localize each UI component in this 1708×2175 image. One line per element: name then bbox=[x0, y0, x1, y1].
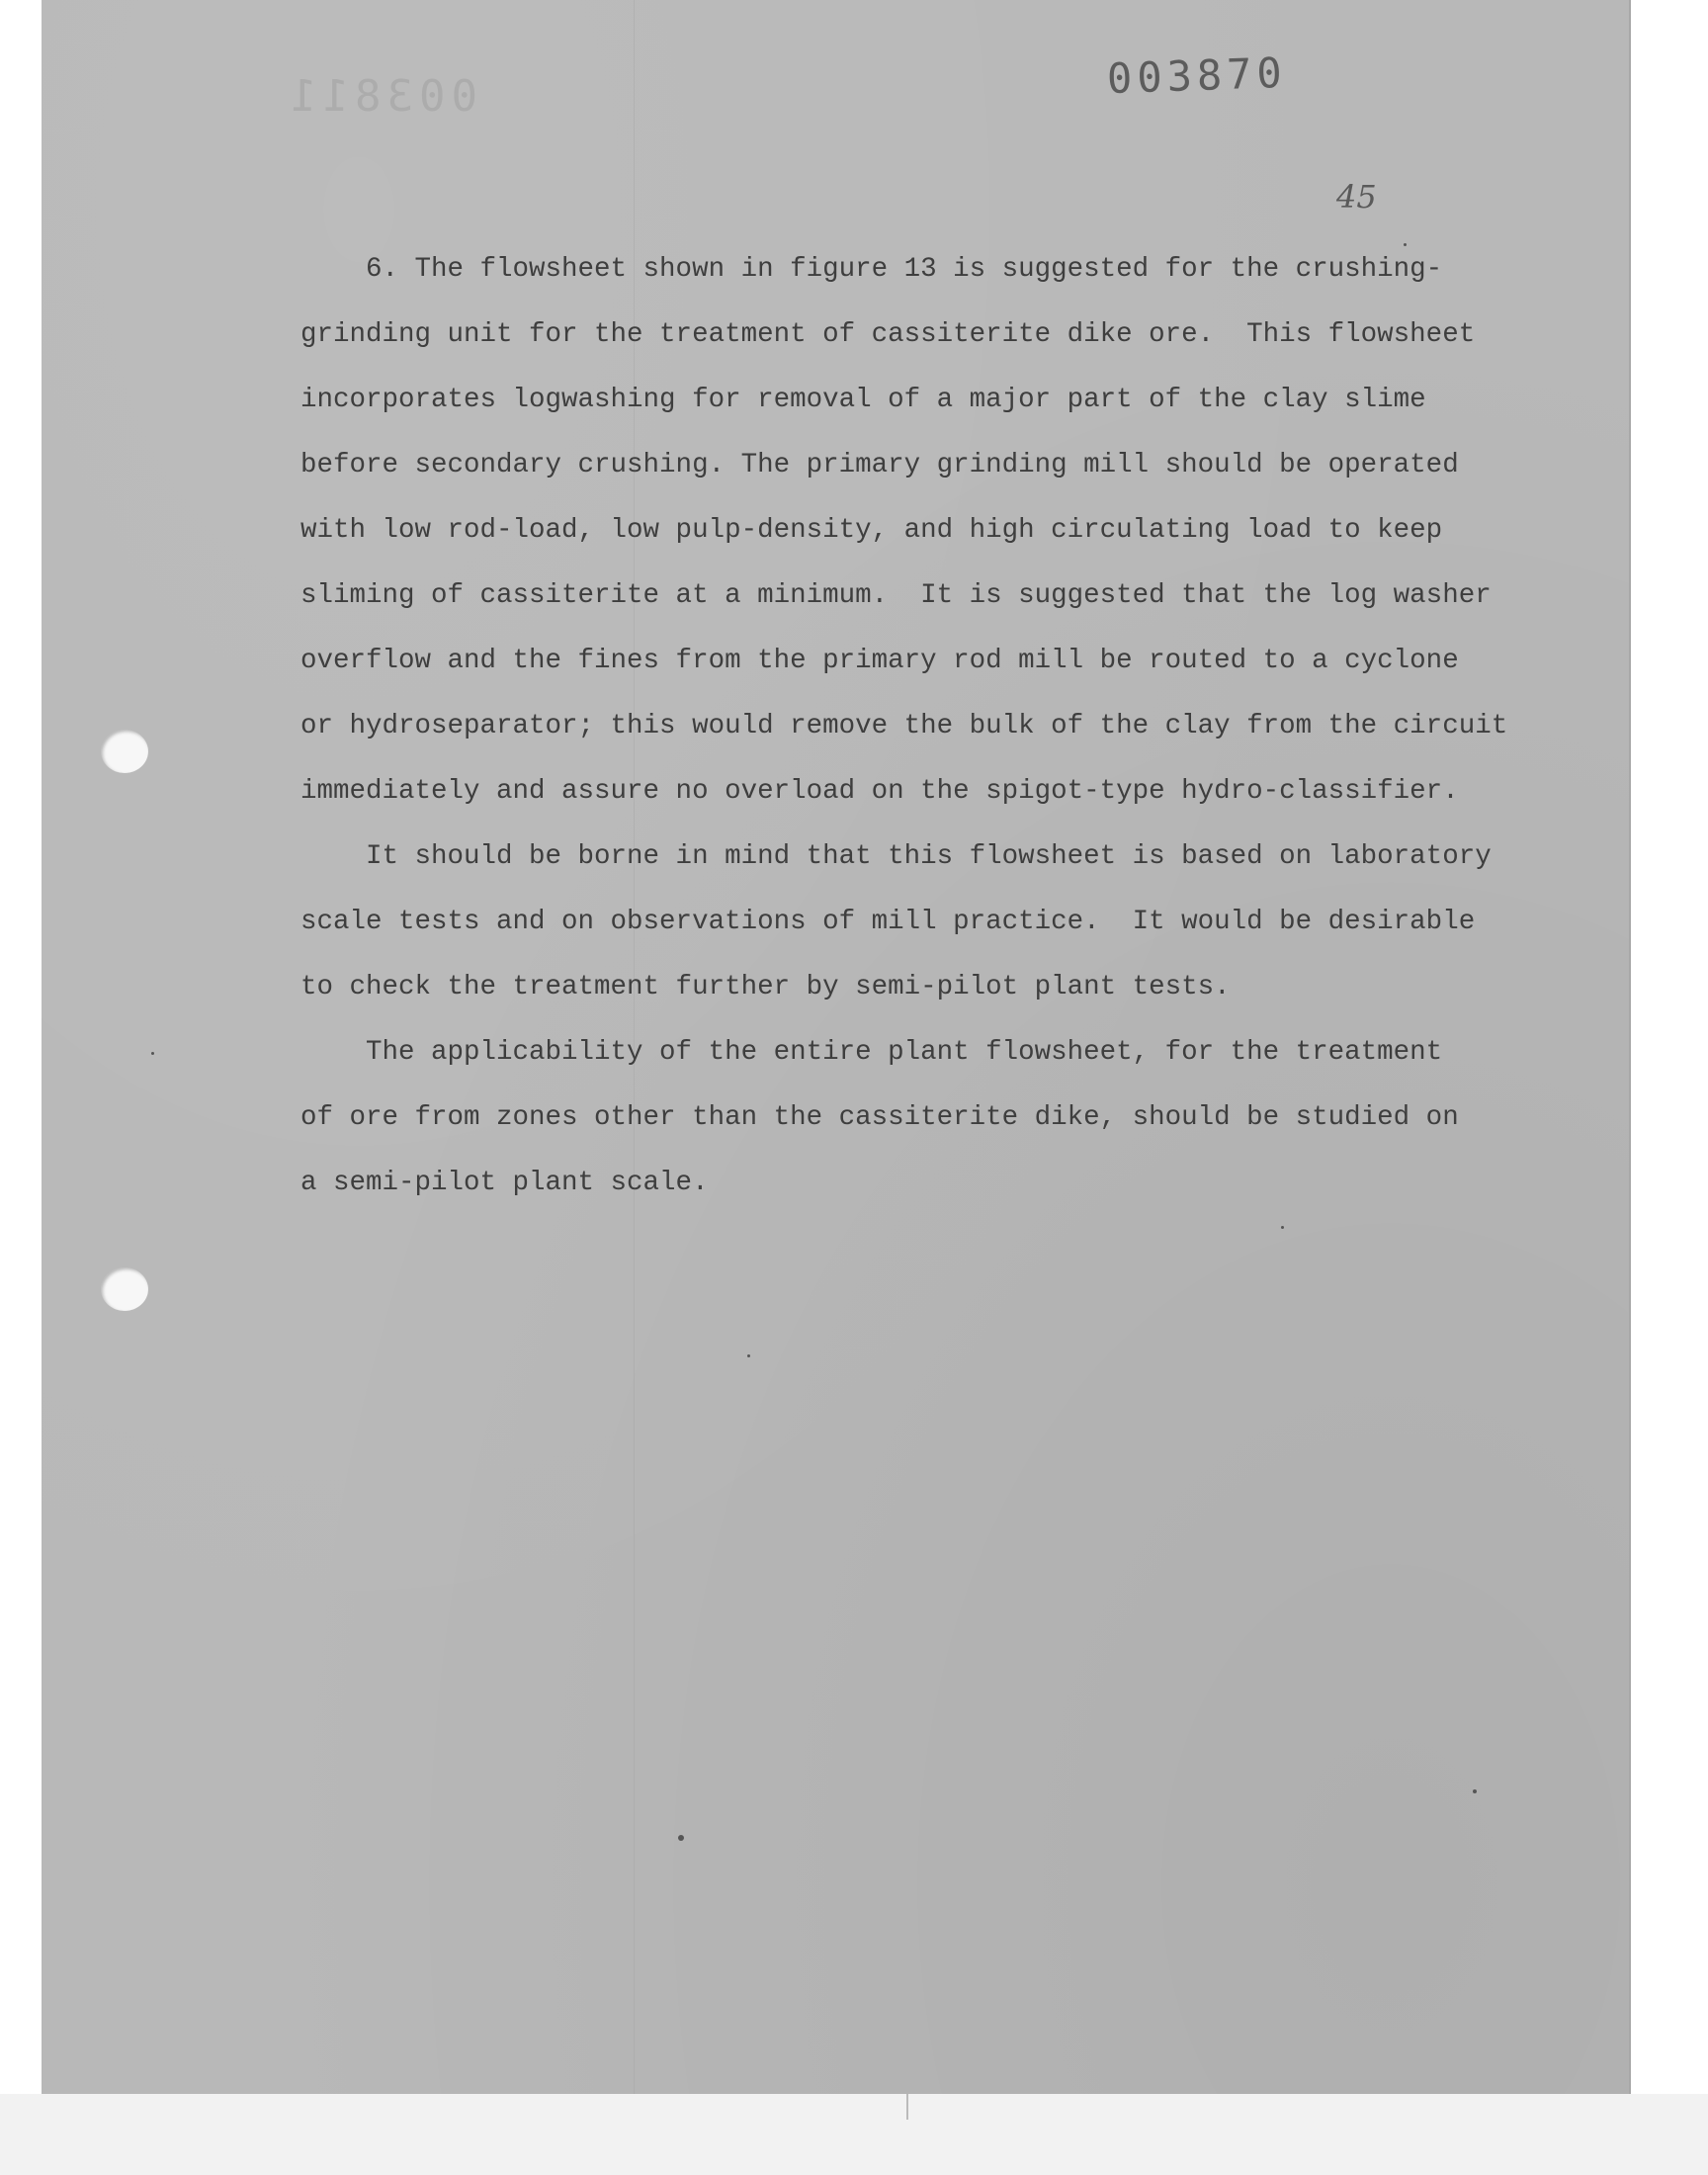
bleed-through-number: 003811 bbox=[285, 71, 477, 122]
speck bbox=[1404, 243, 1407, 246]
text-line: before secondary crushing. The primary grinding mill should be operated bbox=[300, 450, 1459, 480]
text-line: 6. The flowsheet shown in figure 13 is suggested for the crushing- bbox=[300, 254, 1443, 285]
body-text bbox=[300, 237, 1536, 1216]
speck bbox=[678, 1835, 684, 1841]
text-line: sliming of cassiterite at a minimum. It is suggested that the log washer bbox=[300, 580, 1492, 611]
paragraph bbox=[300, 237, 1536, 825]
text-line: with low rod-load, low pulp-density, and high circulating load to keep bbox=[300, 515, 1443, 546]
punch-hole-bottom bbox=[101, 1267, 148, 1311]
text-line: of ore from zones other than the cassiterite dike, should be studied on bbox=[300, 1102, 1459, 1133]
text-line: overflow and the fines from the primary rod mill be routed to a cyclone bbox=[300, 646, 1459, 676]
text-line: The applicability of the entire plant flowsheet, for the treatment bbox=[300, 1037, 1443, 1068]
text-line: to check the treatment further by semi-pilot plant tests. bbox=[300, 972, 1231, 1002]
scanner-bed bbox=[0, 2094, 1708, 2175]
text-line: a semi-pilot plant scale. bbox=[300, 1168, 709, 1198]
speck bbox=[151, 1052, 154, 1055]
speck bbox=[1473, 1789, 1477, 1793]
page-number: 45 bbox=[1336, 178, 1377, 216]
speck bbox=[747, 1354, 750, 1357]
text-line: scale tests and on observations of mill practice. It would be desirable bbox=[300, 907, 1476, 937]
punch-hole-top bbox=[101, 730, 148, 773]
document-stamp-number: 003870 bbox=[1106, 47, 1288, 104]
scanner-mark bbox=[906, 2094, 908, 2120]
text-line: It should be borne in mind that this flowsheet is based on laboratory bbox=[300, 841, 1492, 872]
text-line: incorporates logwashing for removal of a major part of the clay slime bbox=[300, 385, 1426, 415]
text-line: grinding unit for the treatment of cassiterite dike ore. This flowsheet bbox=[300, 319, 1476, 350]
paragraph bbox=[300, 825, 1536, 1020]
paragraph bbox=[300, 1020, 1536, 1216]
speck bbox=[1281, 1226, 1284, 1229]
text-line: or hydroseparator; this would remove the bulk of the clay from the circuit bbox=[300, 711, 1508, 741]
text-line: immediately and assure no overload on the spigot-type hydro-classifier. bbox=[300, 776, 1459, 807]
